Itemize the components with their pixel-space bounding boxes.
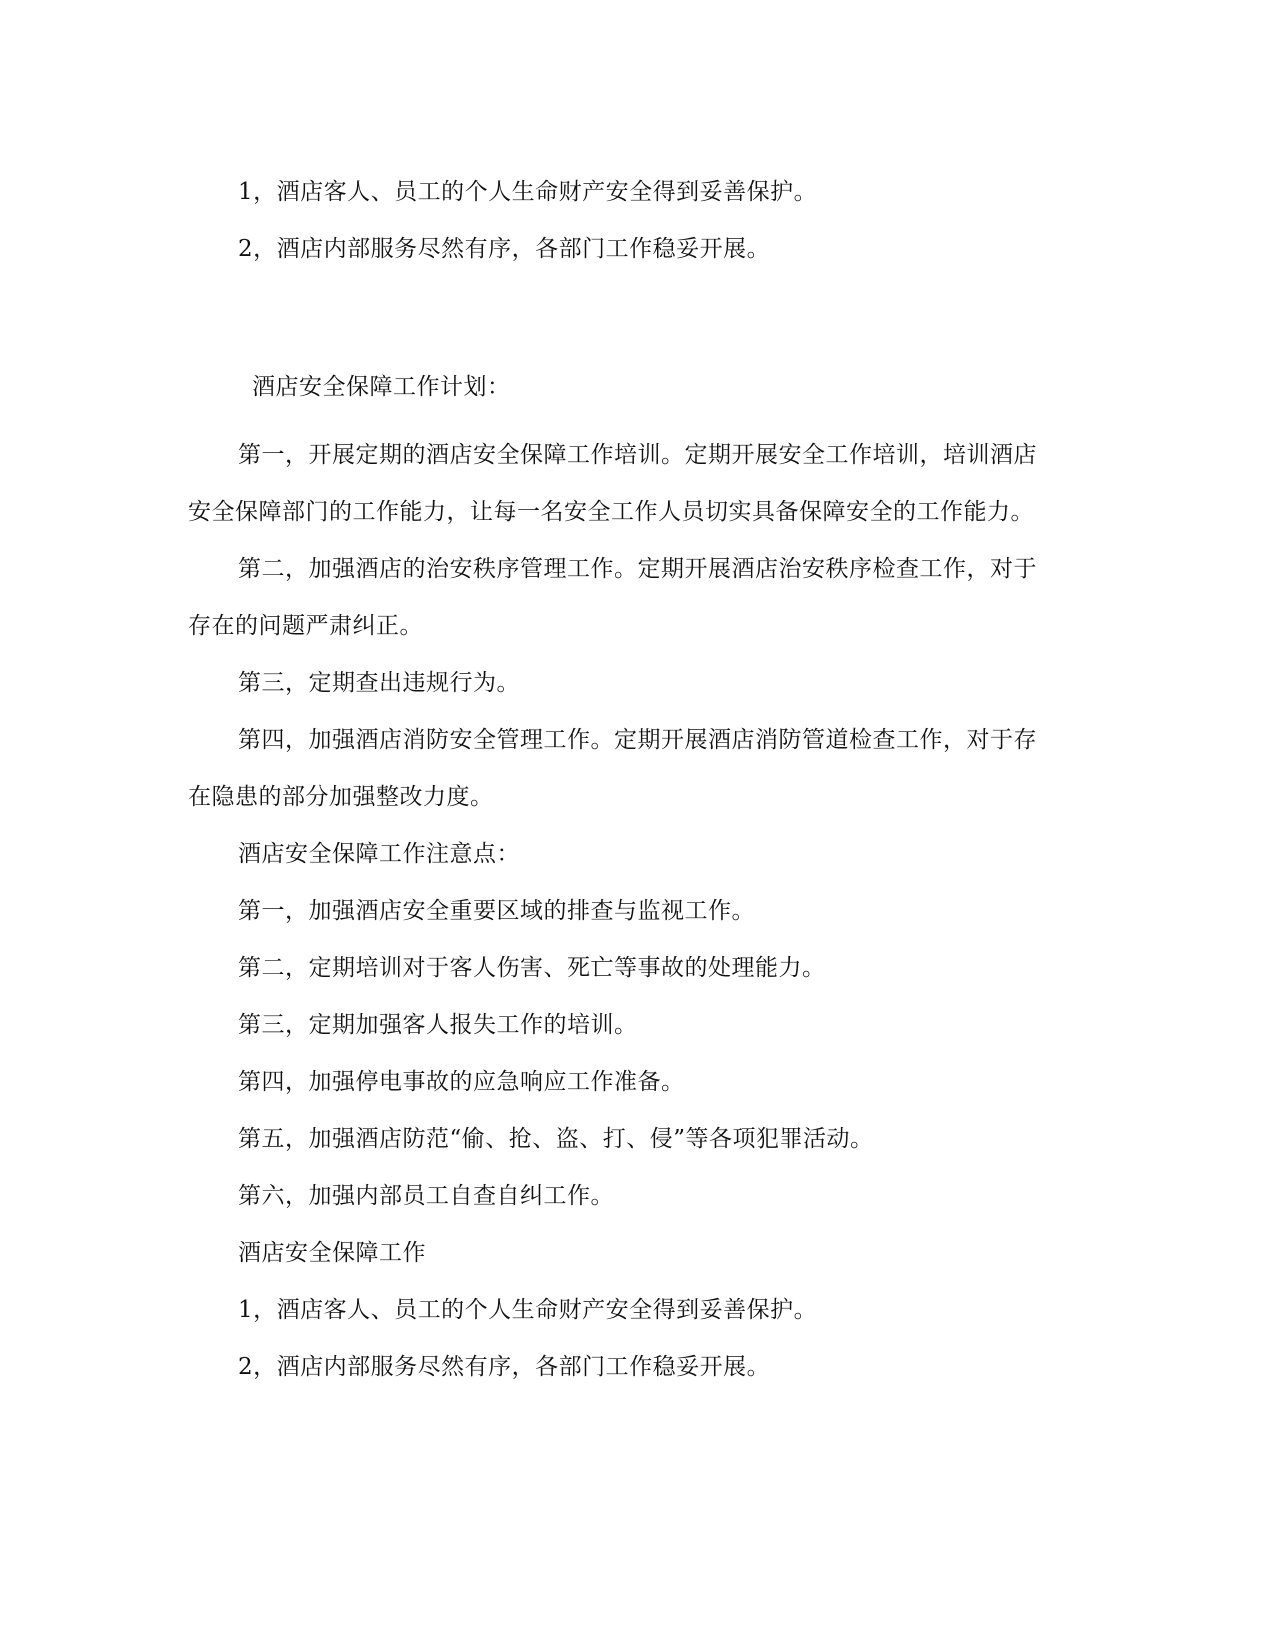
paragraph-12: 第六，加强内部员工自查自纠工作。 [238,1183,614,1209]
paragraph-3-continued: 安全保障部门的工作能力，让每一名安全工作人员切实具备保障安全的工作能力。 [188,499,1034,525]
paragraph-2: 2，酒店内部服务尽然有序，各部门工作稳妥开展。 [238,236,771,262]
paragraph-7: 第一，加强酒店安全重要区域的排查与监视工作。 [238,898,755,924]
paragraph-6-continued: 在隐患的部分加强整改力度。 [188,784,494,810]
paragraph-14: 2，酒店内部服务尽然有序，各部门工作稳妥开展。 [238,1354,771,1380]
section-heading-notes: 酒店安全保障工作注意点： [238,841,520,867]
paragraph-4: 第二，加强酒店的治安秩序管理工作。定期开展酒店治安秩序检查工作，对于 [238,556,1037,582]
paragraph-13: 1，酒店客人、员工的个人生命财产安全得到妥善保护。 [238,1297,818,1323]
section-heading-plan: 酒店安全保障工作计划： [252,374,511,400]
section-heading-work: 酒店安全保障工作 [238,1240,426,1266]
paragraph-1: 1，酒店客人、员工的个人生命财产安全得到妥善保护。 [238,179,818,205]
paragraph-10: 第四，加强停电事故的应急响应工作准备。 [238,1069,685,1095]
paragraph-8: 第二，定期培训对于客人伤害、死亡等事故的处理能力。 [238,955,826,981]
paragraph-6: 第四，加强酒店消防安全管理工作。定期开展酒店消防管道检查工作，对于存 [238,727,1037,753]
paragraph-3: 第一，开展定期的酒店安全保障工作培训。定期开展安全工作培训，培训酒店 [238,442,1037,468]
paragraph-4-continued: 存在的问题严肃纠正。 [188,613,423,639]
paragraph-9: 第三，定期加强客人报失工作的培训。 [238,1012,638,1038]
paragraph-5: 第三，定期查出违规行为。 [238,670,520,696]
paragraph-11: 第五，加强酒店防范“偷、抢、盗、打、侵”等各项犯罪活动。 [238,1126,874,1152]
